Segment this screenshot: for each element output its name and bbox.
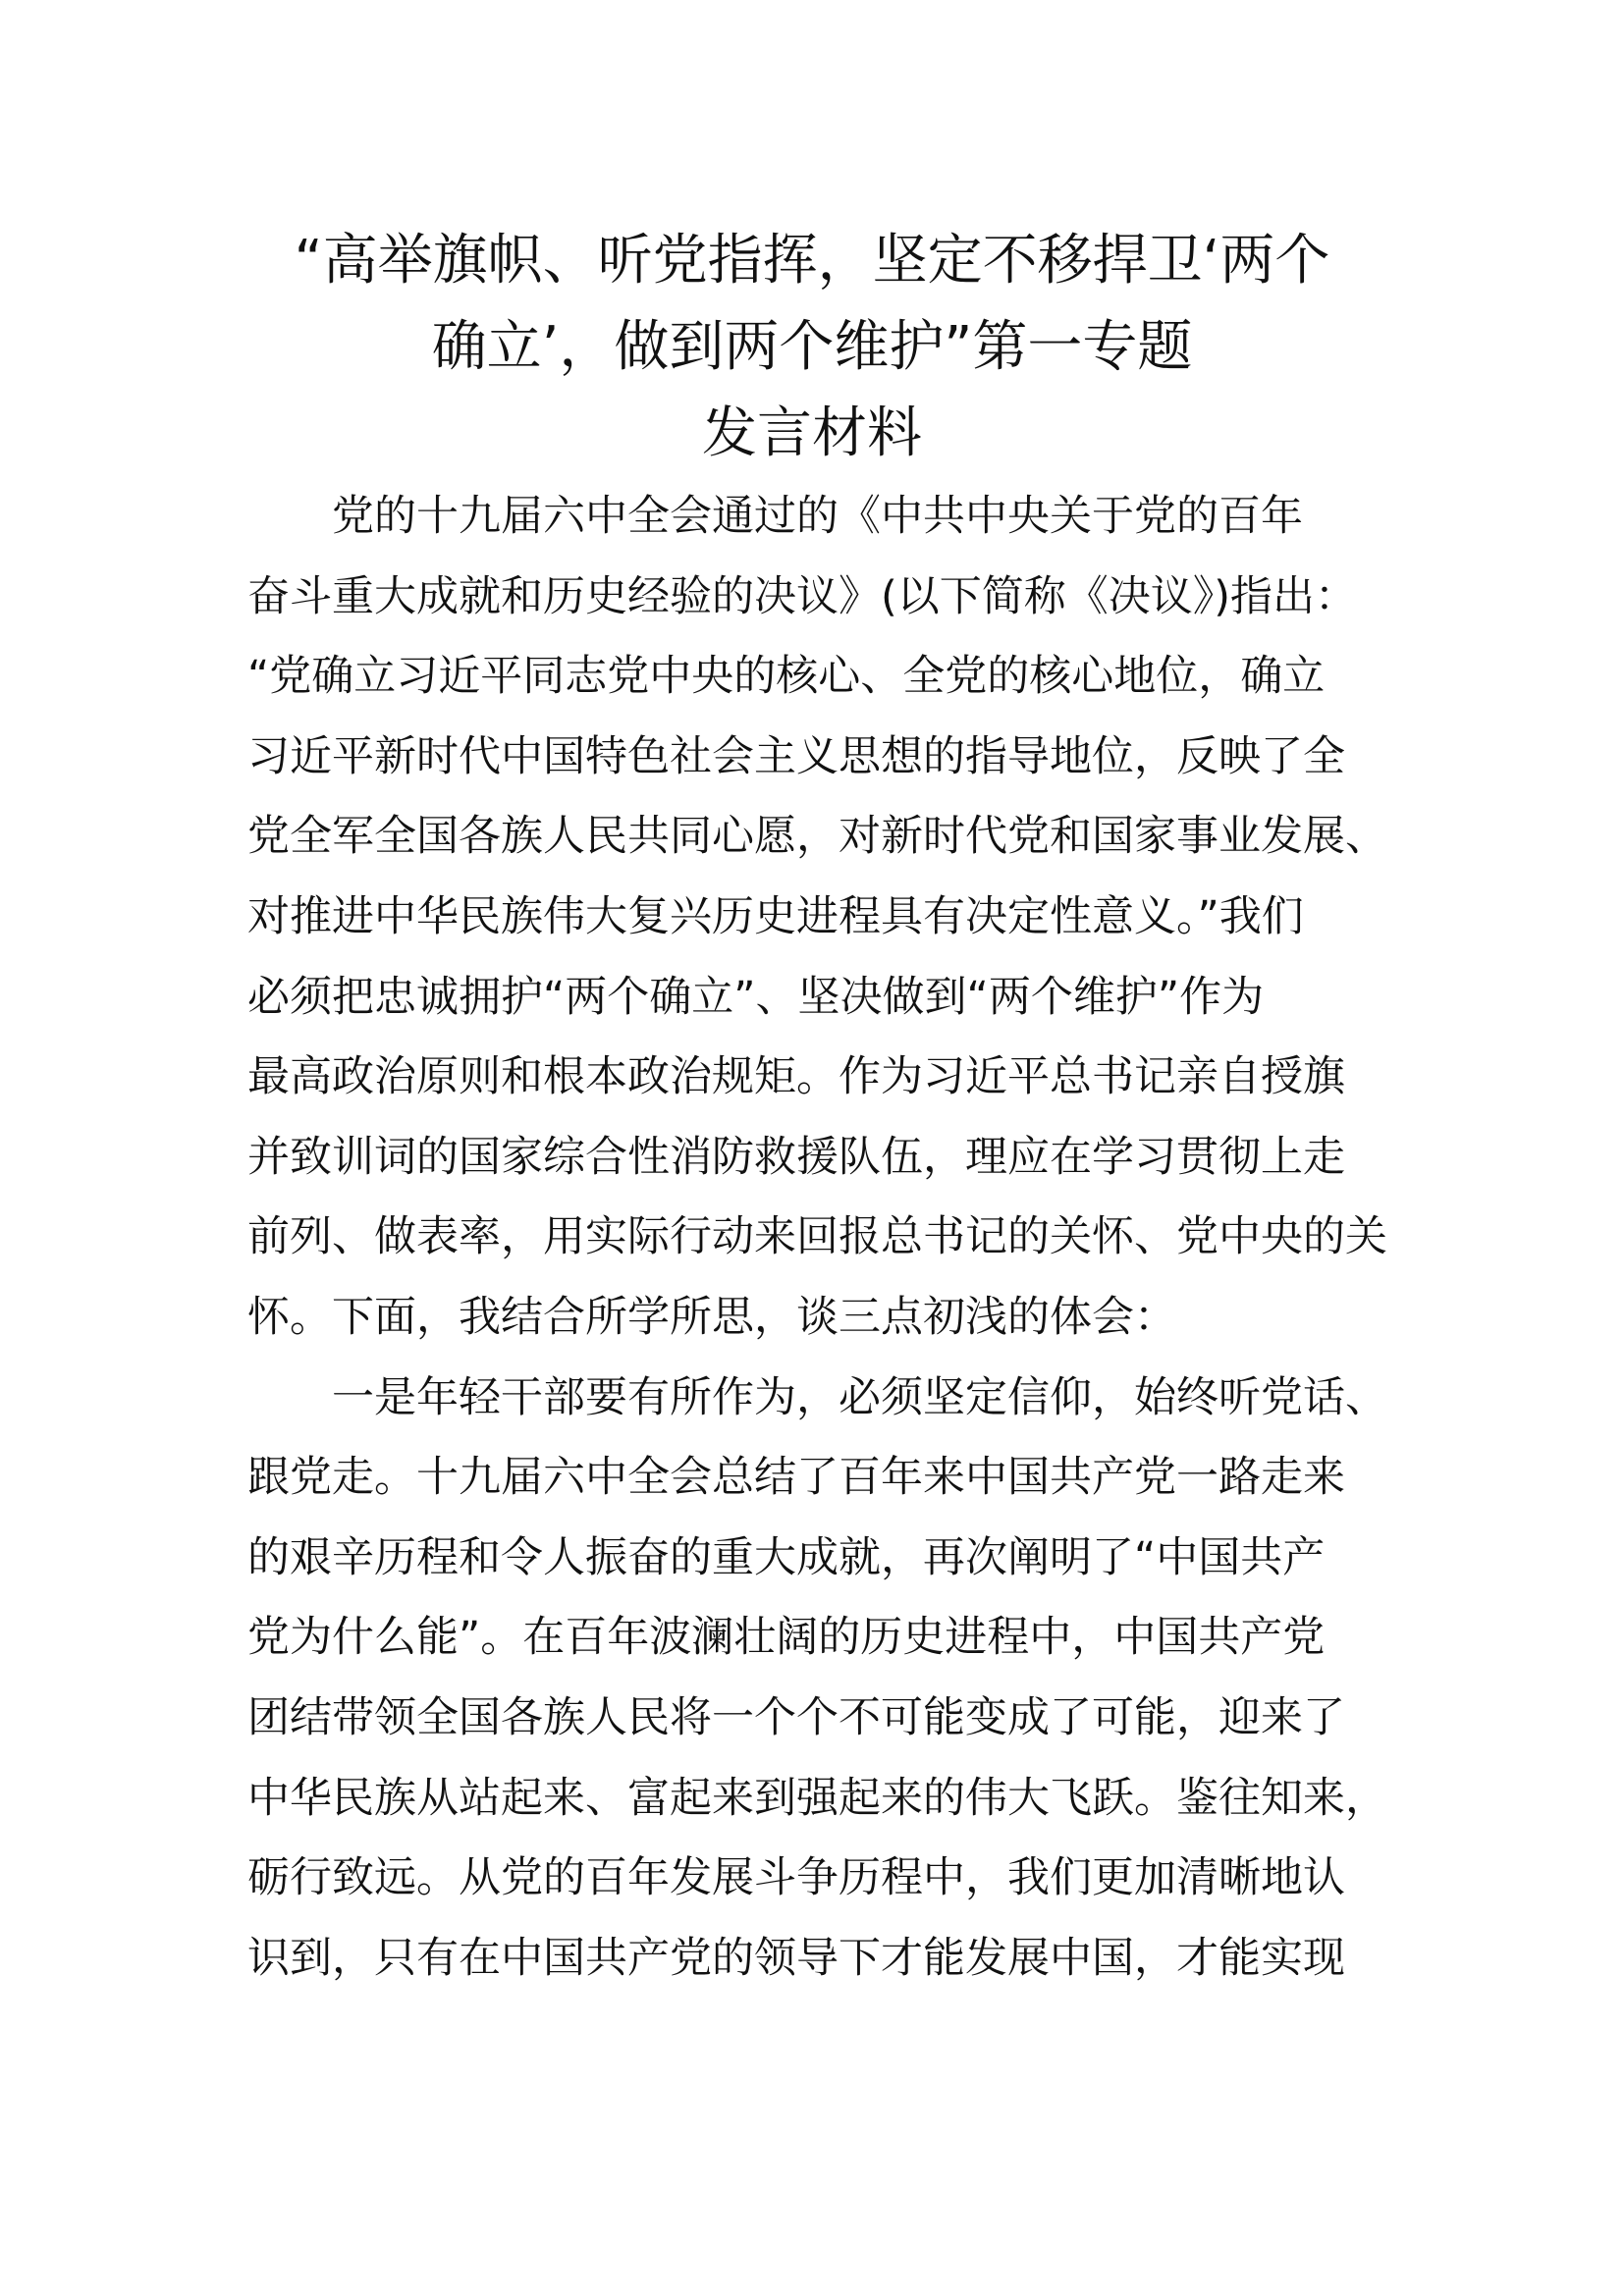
body-line: 奋斗重大成就和历史经验的决议》(以下简称《决议》)指出： xyxy=(247,571,1358,621)
body-line: 必须把忠诚拥护“两个确立”、坚决做到“两个维护”作为 xyxy=(247,972,1265,1022)
body-line: 中华民族从站起来、富起来到强起来的伟大飞跃。鉴往知来， xyxy=(247,1773,1387,1823)
body-line: 一是年轻干部要有所作为，必须坚定信仰，始终听党话、 xyxy=(247,1372,1387,1422)
body-line: 党的十九届六中全会通过的《中共中央关于党的百年 xyxy=(247,492,1303,541)
body-line: 习近平新时代中国特色社会主义思想的指导地位，反映了全 xyxy=(247,731,1345,781)
body-line: 砺行致远。从党的百年发展斗争历程中，我们更加清晰地认 xyxy=(247,1853,1345,1903)
body-line: 团结带领全国各族人民将一个个不可能变成了可能，迎来了 xyxy=(247,1692,1345,1742)
document-body xyxy=(247,477,1386,1999)
body-line: 党为什么能”。在百年波澜壮阔的历史进程中，中国共产党 xyxy=(247,1613,1326,1663)
title-line-3: 发言材料 xyxy=(702,401,922,465)
body-line: 的艰辛历程和令人振奋的重大成就，再次阐明了“中国共产 xyxy=(247,1532,1326,1582)
body-line: 跟党走。十九届六中全会总结了百年来中国共产党一路走来 xyxy=(247,1453,1345,1503)
title-line-1: “高举旗帜、听党指挥，坚定不移捍卫‘两个 xyxy=(294,229,1330,293)
body-line: 对推进中华民族伟大复兴历史进程具有决定性意义。”我们 xyxy=(247,891,1304,941)
body-line: 识到，只有在中国共产党的领导下才能发展中国，才能实现 xyxy=(247,1933,1345,1983)
body-line: 并致训词的国家综合性消防救援队伍，理应在学习贯彻上走 xyxy=(247,1132,1345,1182)
body-line: 党全军全国各族人民共同心愿，对新时代党和国家事业发展、 xyxy=(247,812,1387,862)
body-line: 怀。下面，我结合所学所思，谈三点初浅的体会： xyxy=(247,1292,1176,1342)
title-line-2: 确立’，做到两个维护”第一专题 xyxy=(431,315,1193,379)
body-line: 前列、做表率，用实际行动来回报总书记的关怀、党中央的关 xyxy=(247,1212,1387,1262)
document-title xyxy=(196,218,1428,477)
body-line: 最高政治原则和根本政治规矩。作为习近平总书记亲自授旗 xyxy=(247,1052,1345,1102)
body-line: “党确立习近平同志党中央的核心、全党的核心地位，确立 xyxy=(247,652,1326,702)
